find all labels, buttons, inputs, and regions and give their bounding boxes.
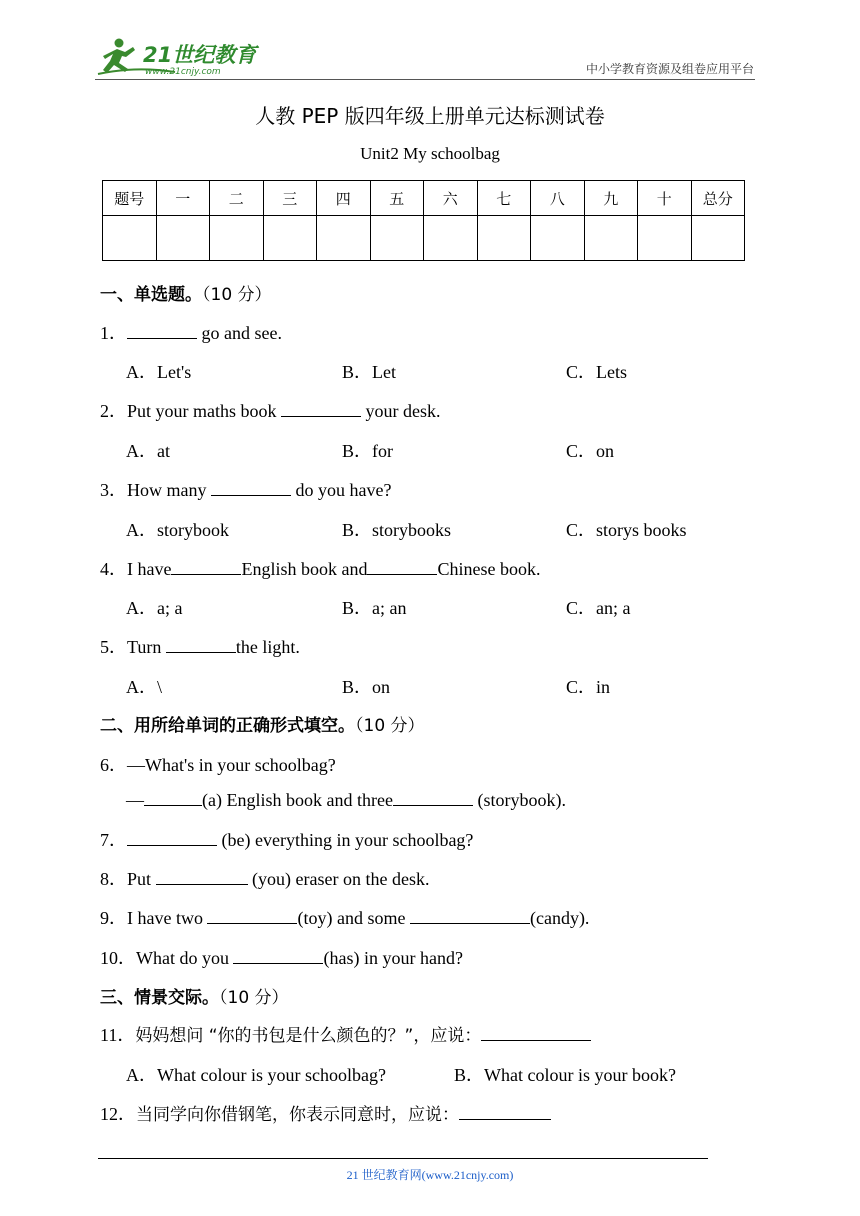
- option-b[interactable]: B．What colour is your book?: [454, 1065, 676, 1085]
- answer-blank[interactable]: [393, 789, 473, 806]
- dash: —: [126, 790, 144, 810]
- question-number: 7．: [100, 830, 127, 850]
- question-text: I have: [127, 559, 172, 579]
- option-c[interactable]: C．Lets: [566, 362, 627, 382]
- question-number: 1．: [100, 323, 127, 343]
- score-cell[interactable]: [103, 216, 157, 261]
- score-cell[interactable]: [638, 216, 692, 261]
- question-7: [100, 826, 473, 852]
- question-2: [100, 397, 441, 423]
- question-number: 9．: [100, 908, 127, 928]
- question-text: (has) in your hand?: [323, 948, 463, 968]
- page-title: 人教 PEP 版四年级上册单元达标测试卷: [255, 104, 605, 128]
- question-number: 11．: [100, 1025, 136, 1045]
- question-text: —What's in your schoolbag?: [127, 755, 336, 775]
- option-c[interactable]: C．an; a: [566, 598, 631, 618]
- question-text: I have two: [127, 908, 208, 928]
- score-header-cell: 总分: [691, 181, 745, 216]
- option-a[interactable]: A．storybook: [126, 520, 229, 540]
- question-3: [100, 476, 391, 502]
- platform-name: 中小学教育资源及组卷应用平台: [585, 62, 754, 76]
- answer-blank[interactable]: [211, 479, 291, 496]
- logo-url: www.21cnjy.com: [145, 67, 221, 77]
- score-cell[interactable]: [477, 216, 531, 261]
- question-5: [100, 633, 300, 659]
- option-b[interactable]: B．for: [342, 441, 393, 461]
- answer-blank[interactable]: [367, 558, 437, 575]
- score-header-cell: 七: [477, 181, 531, 216]
- question-9: [100, 904, 589, 930]
- section-heading: [100, 983, 289, 1008]
- score-cell[interactable]: [263, 216, 317, 261]
- question-text: Turn: [127, 637, 166, 657]
- option-b[interactable]: B．on: [342, 677, 391, 697]
- section-heading: [100, 711, 425, 736]
- question-11: [100, 1021, 591, 1047]
- answer-blank[interactable]: [233, 947, 323, 964]
- question-number: 5．: [100, 637, 127, 657]
- question-text: 当同学向你借钢笔，你表示同意时，应说：: [136, 1105, 459, 1125]
- answer-blank[interactable]: [127, 322, 197, 339]
- question-12: [100, 1100, 551, 1126]
- score-cell[interactable]: [584, 216, 638, 261]
- answer-blank[interactable]: [410, 907, 530, 924]
- score-cell[interactable]: [424, 216, 478, 261]
- option-b[interactable]: B．storybooks: [342, 520, 452, 540]
- section-heading: [100, 280, 272, 305]
- question-number: 6．: [100, 755, 127, 775]
- section-title: 三、情景交际。: [100, 988, 219, 1008]
- question-4: [100, 555, 540, 581]
- footer-link[interactable]: 21 世纪教育网(www.21cnjy.com): [346, 1168, 514, 1182]
- option-b[interactable]: B．Let: [342, 362, 396, 382]
- option-a[interactable]: A．What colour is your schoolbag?: [126, 1065, 386, 1085]
- answer-blank[interactable]: [156, 868, 248, 885]
- question-number: 4．: [100, 559, 127, 579]
- answer-blank[interactable]: [207, 907, 297, 924]
- question-number: 10．: [100, 948, 136, 968]
- question-text: Put: [127, 869, 156, 889]
- answer-blank[interactable]: [166, 636, 236, 653]
- score-cell[interactable]: [691, 216, 745, 261]
- score-header-cell: 六: [424, 181, 478, 216]
- logo-text: 21世纪教育: [143, 43, 257, 67]
- option-c[interactable]: C．storys books: [566, 520, 687, 540]
- section-points: （10 分）: [202, 285, 272, 305]
- question-8: [100, 865, 429, 891]
- score-cell[interactable]: [156, 216, 210, 261]
- score-header-cell: 五: [370, 181, 424, 216]
- question-text: do you have?: [291, 480, 392, 500]
- answer-blank[interactable]: [171, 558, 241, 575]
- question-text: (candy).: [529, 908, 590, 928]
- question-text: English book and: [241, 559, 368, 579]
- answer-blank[interactable]: [481, 1024, 591, 1041]
- answer-blank[interactable]: [127, 829, 217, 846]
- section-title: 一、单选题。: [100, 285, 202, 305]
- option-c[interactable]: C．in: [566, 677, 611, 697]
- question-text: What do you: [136, 948, 234, 968]
- answer-blank[interactable]: [459, 1103, 551, 1120]
- score-header-cell: 四: [317, 181, 371, 216]
- question-text: (toy) and some: [297, 908, 410, 928]
- question-text: How many: [127, 480, 211, 500]
- option-c[interactable]: C．on: [566, 441, 615, 461]
- question-10: [100, 944, 463, 970]
- footer-divider: [98, 1158, 708, 1159]
- question-text: the light.: [235, 637, 300, 657]
- score-header-cell: 三: [263, 181, 317, 216]
- option-a[interactable]: A．a; a: [126, 598, 183, 618]
- question-number: 12．: [100, 1104, 136, 1124]
- score-cell[interactable]: [531, 216, 585, 261]
- score-cell[interactable]: [317, 216, 371, 261]
- section-points: （10 分）: [355, 716, 425, 736]
- question-text: your desk.: [361, 401, 441, 421]
- question-text: (storybook).: [472, 790, 566, 810]
- option-a[interactable]: A．Let's: [126, 362, 192, 382]
- question-number: 8．: [100, 869, 127, 889]
- question-text: Put your maths book: [127, 401, 282, 421]
- score-header-cell: 八: [531, 181, 585, 216]
- option-a[interactable]: A．at: [126, 441, 170, 461]
- score-table: [102, 180, 745, 261]
- score-header-cell: 一: [156, 181, 210, 216]
- question-text: (you) eraser on the desk.: [247, 869, 430, 889]
- question-6-line2: [126, 789, 566, 811]
- site-logo: [95, 36, 260, 80]
- header-divider: [95, 79, 755, 80]
- runner-logo-icon: [95, 36, 260, 80]
- question-text: 妈妈想问 “你的书包是什么颜色的？”，应说：: [135, 1026, 482, 1046]
- score-header-cell: 二: [210, 181, 264, 216]
- question-text: (be) everything in your schoolbag?: [217, 830, 474, 850]
- question-number: 3．: [100, 480, 127, 500]
- question-text: go and see.: [197, 323, 282, 343]
- question-1: [100, 319, 282, 345]
- option-b[interactable]: B．a; an: [342, 598, 407, 618]
- option-a[interactable]: A．\: [126, 677, 162, 697]
- question-text: (a) English book and three: [202, 790, 393, 810]
- section-points: （10 分）: [219, 988, 289, 1008]
- question-number: 2．: [100, 401, 127, 421]
- score-header-cell: 题号: [103, 181, 157, 216]
- question-text: Chinese book.: [437, 559, 541, 579]
- question-6: [100, 751, 336, 777]
- score-cell[interactable]: [370, 216, 424, 261]
- score-header-cell: 九: [584, 181, 638, 216]
- page-subtitle: Unit2 My schoolbag: [360, 144, 500, 163]
- score-table-blank-row: [103, 216, 745, 261]
- score-header-cell: 十: [638, 181, 692, 216]
- answer-blank[interactable]: [281, 400, 361, 417]
- section-title: 二、用所给单词的正确形式填空。: [100, 716, 355, 736]
- score-cell[interactable]: [210, 216, 264, 261]
- answer-blank[interactable]: [144, 789, 202, 806]
- score-table-header-row: [103, 181, 745, 216]
